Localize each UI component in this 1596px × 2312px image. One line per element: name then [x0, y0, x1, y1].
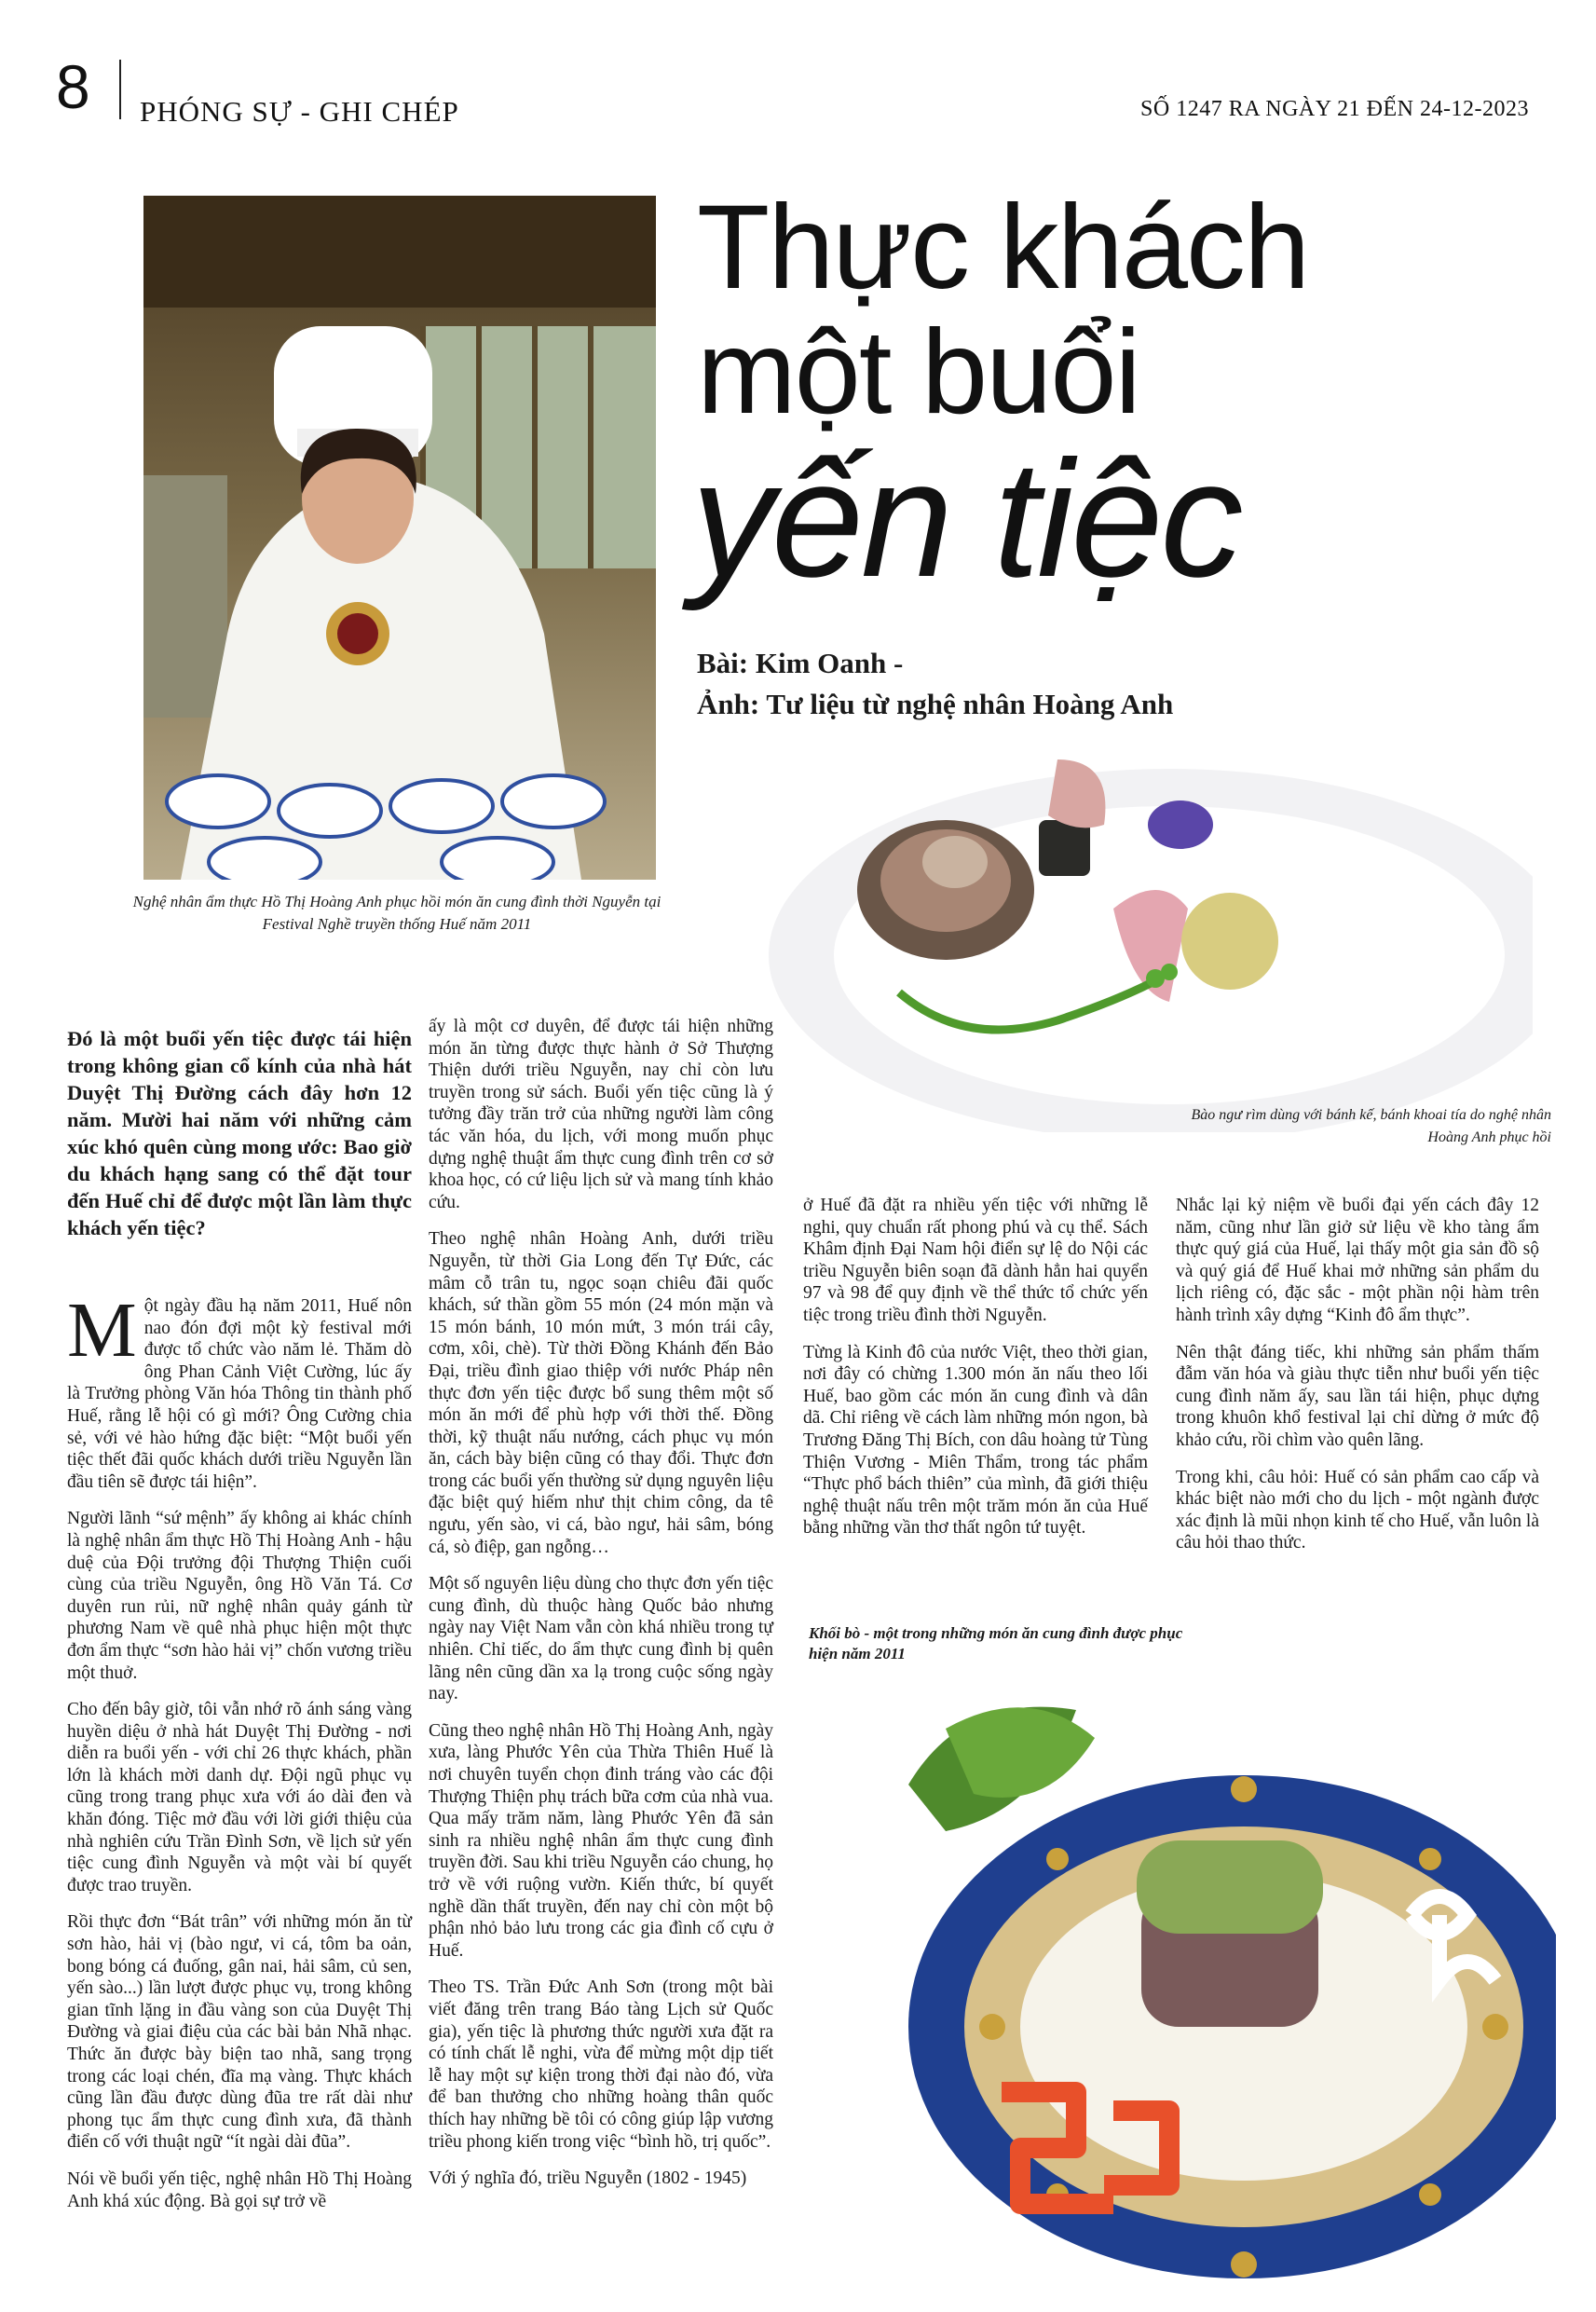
- paragraph: Một số nguyên liệu dùng cho thực đơn yến tiệc cung đình, dù thuộc hàng Quốc bảo nhưng ngày nay Việt Nam vẫn còn khá nhiều trong tự nhiên. Chỉ tiếc, do ẩm thực cung đình bị quên lãng nên cũng dần xa lạ trong cuộc sống ngày nay.: [429, 1574, 773, 1704]
- paragraph: Theo nghệ nhân Hoàng Anh, dưới triều Nguyễn, từ thời Gia Long đến Tự Đức, các mâm cỗ trân tu, ngọc soạn chiêu đãi quốc khách, sứ thần gồm 55 món (24 món mặn và 15 món bánh, 10 món mứt, 3 món trái cây, cơm, xôi, chè). Từ thời Đồng Khánh đến Bảo Đại, triều đình giao thiệp với nước Pháp nên thực đơn yến tiệc được bổ sung thêm một số món ăn mới để phù hợp với thời thế. Đồng thời, kỹ thuật nấu nướng, cách phục vụ món ăn, cách bày biện cũng có thay đổi. Thực đơn trong các buổi yến thường sử dụng nguyên liệu đặc biệt quý hiếm như thịt chim công, da tê ngưu, yến sào, vi cá, bào ngư, hải sâm, bóng cá, sò điệp, gan ngỗng…: [429, 1229, 773, 1557]
- byline-photo-credit: Ảnh: Tư liệu từ nghệ nhân Hoàng Anh: [697, 688, 1174, 720]
- article-title-line-2: một buổi: [697, 306, 1139, 439]
- issue-info: SỐ 1247 RA NGÀY 21 ĐẾN 24-12-2023: [1140, 97, 1529, 121]
- paragraph: Từng là Kinh đô của nước Việt, theo thời gian, nơi đây có chừng 1.300 món ăn nấu theo lối Huế, bao gồm các món ăn cung đình và dân dã. Chỉ riêng về cách làm những món ngon, bà Trương Đăng Thị Bích, con dâu hoàng tử Tùng Thiện Vương - Miên Thẩm, trong tác phẩm “Thực phổ bách thiên” của mình, đã giới thiệu nghệ thuật nấu trên một trăm món ăn của Huế bằng những vần thơ thất ngôn tứ tuyệt.: [803, 1342, 1148, 1539]
- chef-photo-caption: Nghệ nhân ẩm thực Hồ Thị Hoàng Anh phục hồi món ăn cung đình thời Nguyễn tại Festival Nghề truyền thống Huế năm 2011: [132, 893, 662, 933]
- beef-photo-caption: Khối bò - một trong những món ăn cung đình được phục hiện năm 2011: [809, 1624, 1183, 1662]
- abalone-photo-caption: Bào ngư rìm dùng với bánh kế, bánh khoai tía do nghệ nhân Hoàng Anh phục hồi: [1191, 1107, 1551, 1145]
- paragraph: ấy là một cơ duyên, để được tái hiện những món ăn từng được thực hành ở Sở Thượng Thiện dưới triều Nguyễn, nay chỉ còn lưu truyền trong sử sách. Buổi yến tiệc cũng là ý tưởng đầy trăn trở của những người làm công tác văn hóa, du lịch, với mong muốn phục dựng nghệ thuật ẩm thực cung đình trên cơ sở khoa học, có cứ liệu lịch sử và mang tính khảo cứu.: [429, 1017, 773, 1212]
- paragraph: Với ý nghĩa đó, triều Nguyễn (1802 - 1945): [429, 2168, 747, 2189]
- paragraph: Nói về buổi yến tiệc, nghệ nhân Hồ Thị Hoàng Anh khá xúc động. Bà gọi sự trở về: [67, 2168, 412, 2211]
- paragraph: Cho đến bây giờ, tôi vẫn nhớ rõ ánh sáng vàng huyền diệu ở nhà hát Duyệt Thị Đường - nơi diễn ra buổi yến - với chỉ 26 thực khách, phần lớn là khách mời danh dự. Đội ngũ phục vụ cũng trong trang phục xưa với áo dài đen và khăn đóng. Tiệc mở đầu với lời giới thiệu của nhà nghiên cứu Trần Đình Sơn, về lịch sử yến tiệc cung đình Nguyễn và một vài bí quyết được trao truyền.: [67, 1700, 412, 1895]
- paragraph: [67, 1287, 412, 1493]
- chef-photo: [143, 196, 656, 880]
- paragraph-text: ột ngày đầu hạ năm 2011, Huế nôn nao đón đợi một kỳ festival mới được tổ chức vào năm lẻ. Thăm dò ông Phan Cảnh Việt Cường, lúc ấy là Trưởng phòng Văn hóa Thông tin thành phố Huế, rằng lễ hội có gì mới? Ông Cường chia sẻ, với vẻ hào hứng đặc biệt: “Một buổi yến tiệc thết đãi quốc khách dưới triều Nguyễn lần đầu tiên sẽ được tái hiện”.: [67, 1296, 412, 1492]
- paragraph: Theo TS. Trần Đức Anh Sơn (trong một bài viết đăng trên trang Báo tàng Lịch sử Quốc gia), yến tiệc là phương thức người xưa đặt ra có tính chất lễ nghi, vừa để mừng một dịp tiết lễ hay một sự kiện trong thời đại nào đó, vừa để ban thưởng cho những hoàng thân quốc thích hay những bề tôi có công giúp lập vương triều phong kiến trong việc “bình hồ, trị quốc”.: [429, 1977, 773, 2152]
- article-column-2: [429, 1016, 773, 2205]
- paragraph: Cũng theo nghệ nhân Hồ Thị Hoàng Anh, ngày xưa, làng Phước Yên của Thừa Thiên Huế là nơi chuyên tuyển chọn đinh tráng vào các đội Thượng Thiện phụ trách bữa cơm của nhà vua. Qua mấy trăm năm, làng Phước Yên đã sản sinh ra nhiều nghệ nhân ẩm thực cung đình truyền đời. Sau khi triều Nguyễn cáo chung, họ trở về với ruộng vườn. Kiến thức, bí quyết nghề dần thất truyền, đến nay chỉ còn một bộ phận nhỏ bảo lưu trong các gia đình cố cựu ở Huế.: [429, 1720, 773, 1961]
- section-label: PHÓNG SỰ - GHI CHÉP: [140, 95, 459, 128]
- article-title-line-3: yến tiệc: [691, 426, 1241, 611]
- byline-author: Bài: Kim Oanh -: [697, 647, 904, 679]
- drop-cap: M: [67, 1287, 137, 1374]
- article-title-line-1: Thực khách: [697, 181, 1309, 314]
- article-column-1: [67, 1287, 412, 2227]
- article-column-4: [1176, 1195, 1539, 1569]
- article-lead: Đó là một buổi yến tiệc được tái hiện trong không gian cổ kính của nhà hát Duyệt Thị Đường cách đây hơn 12 năm. Mười hai năm với những cảm xúc khó quên cùng mong ước: Bao giờ du khách hạng sang có thể đặt tour đến Huế chỉ để được một lần làm thực khách yến tiệc?: [67, 1027, 412, 1239]
- paragraph: ở Huế đã đặt ra nhiều yến tiệc với những lễ nghi, quy chuẩn rất phong phú và cụ thể. Sách Khâm định Đại Nam hội điển sự lệ do Nội các triều Nguyễn biên soạn đã dành hẳn hai quyển 97 và 98 để quy định về thể thức tổ chức yến tiệc trong triều đình thời Nguyễn.: [803, 1196, 1148, 1325]
- paragraph: Nên thật đáng tiếc, khi những sản phẩm thấm đẫm văn hóa và giàu thực tiễn như buổi yến tiệc cung đình năm ấy, sau lần tái hiện, phục dựng trong khuôn khổ festival lại chỉ dừng ở mức độ khảo cứu, rồi chìm vào quên lãng.: [1176, 1342, 1539, 1450]
- paragraph: Người lãnh “sứ mệnh” ấy không ai khác chính là nghệ nhân ẩm thực Hồ Thị Hoàng Anh - hậu duệ của Đội trưởng đội Thượng Thiện cuối cùng của triều Nguyễn, ông Hồ Văn Tá. Cơ duyên run rủi, nữ nghệ nhân quảy gánh từ phương Nam về quê nhà phục hiện một thực đơn ẩm thực “sơn hào hải vị” chốn vương triều một thuở.: [67, 1509, 412, 1683]
- article-column-3: [803, 1195, 1148, 1554]
- abalone-dish-photo: [759, 722, 1533, 1132]
- beef-dish-photo: [890, 1673, 1556, 2288]
- paragraph: Rồi thực đơn “Bát trân” với những món ăn từ sơn hào, hải vị (bào ngư, vi cá, tôm ba oản, bong bóng cá đuống, gân nai, hải sâm, củ sen, yến sào...) lần lượt được phục vụ, trong không gian tĩnh lặng in đầu vàng son của Duyệt Thị Đường và giai điệu của các bài bản Nhã nhạc. Thức ăn được bày biện tao nhã, sang trọng trong các loại chén, đĩa mạ vàng. Thực khách cũng lần đầu được dùng đũa tre rất dài như phong tục ẩm thực cung đình xưa, đã thành điển cố với thuật ngữ “ít ngài dài đũa”.: [67, 1912, 412, 2153]
- byline: [697, 643, 1173, 725]
- paragraph: Trong khi, câu hỏi: Huế có sản phẩm cao cấp và khác biệt nào mới cho du lịch - một ngành được xác định là mũi nhọn kinh tế cho Huế, vẫn luôn là câu hỏi thao thức.: [1176, 1467, 1539, 1553]
- page-number: 8: [56, 52, 90, 121]
- header-divider: [119, 60, 121, 119]
- paragraph: Nhắc lại kỷ niệm về buổi đại yến cách đây 12 năm, cũng như lần giở sử liệu về kho tàng ẩm thực quý giá của Huế, lại thấy một gia sản đồ sộ và quý giá để Huế khai mở những sản phẩm du lịch riêng có, đặc sắc - một phần nội hàm trên hành trình xây dựng “Kinh đô ẩm thực”.: [1176, 1196, 1539, 1325]
